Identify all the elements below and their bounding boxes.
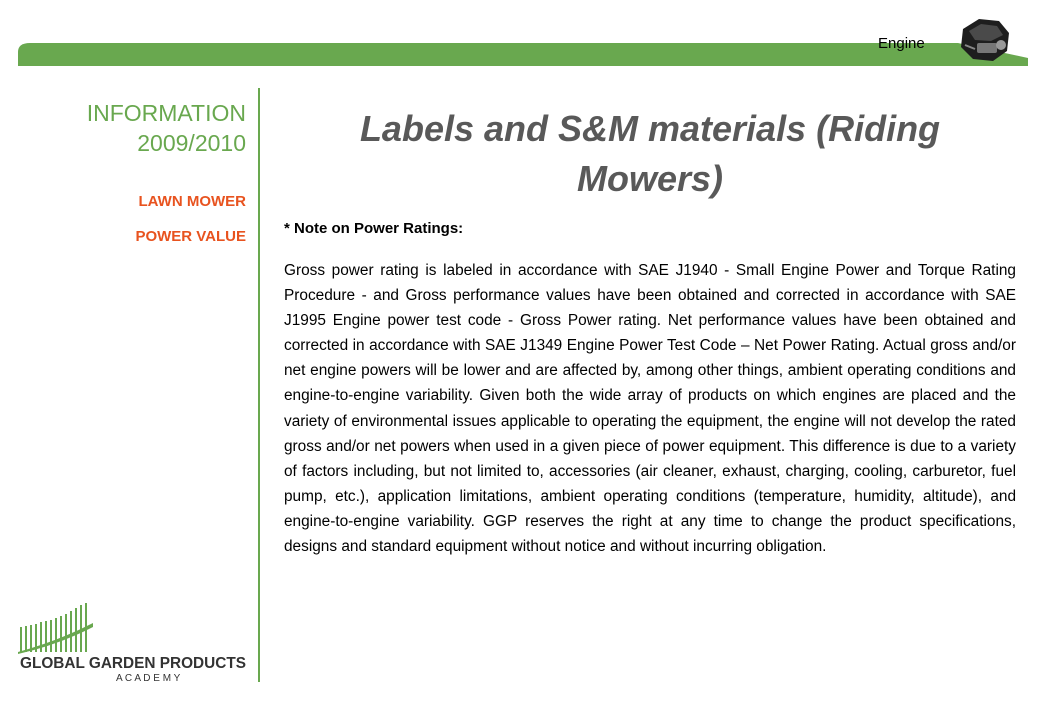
logo-sub: A C A D E M Y bbox=[116, 673, 181, 683]
sidebar-link-power-value[interactable]: POWER VALUE bbox=[135, 228, 246, 245]
info-line-1: INFORMATION bbox=[86, 100, 246, 126]
body-text: Gross power rating is labeled in accordance with SAE J1940 - Small Engine Power and Torque Rating Procedure - and Gross performance values have been obtained and corrected in accordance with SAE J1995 Engine power test code - Gross Power rating. Net performance values have been obtained and corrected in accordance with SAE J1349 Engine Power Test Code – Net Power Rating. Actual gross and/or net engine powers will be lower and are affected by, among other things, ambient operating conditions and engine-to-engine variability. Given both the wide array of products on which engines are placed and the variety of environmental issues applicable to operating the equipment, the engine will not develop the rated gross and/or net powers when used in a given piece of power equipment. This difference is due to a variety of factors including, but not limited to, accessories (air cleaner, exhaust, charging, cooling, carburetor, fuel pump, etc.), application limitations, ambient operating conditions (temperature, humidity, altitude), and engine-to-engine variability. GGP reserves the right at any time to change the product specifications, designs and standard equipment without notice and without incurring obligation. bbox=[284, 262, 1016, 556]
info-heading bbox=[28, 98, 246, 158]
logo-name: GLOBAL GARDEN PRODUCTS bbox=[20, 655, 246, 672]
sidebar-divider bbox=[258, 88, 260, 682]
sidebar-link-lawn-mower[interactable]: LAWN MOWER bbox=[138, 193, 246, 210]
info-line-2: 2009/2010 bbox=[137, 130, 246, 156]
sidebar-nav bbox=[28, 193, 246, 263]
company-logo bbox=[18, 603, 250, 683]
section-label: Engine bbox=[878, 35, 925, 52]
note-heading: * Note on Power Ratings: bbox=[284, 220, 464, 237]
header-bar bbox=[18, 40, 1028, 70]
engine-icon bbox=[955, 15, 1015, 65]
page-title: Labels and S&M materials (Riding Mowers) bbox=[359, 108, 941, 199]
